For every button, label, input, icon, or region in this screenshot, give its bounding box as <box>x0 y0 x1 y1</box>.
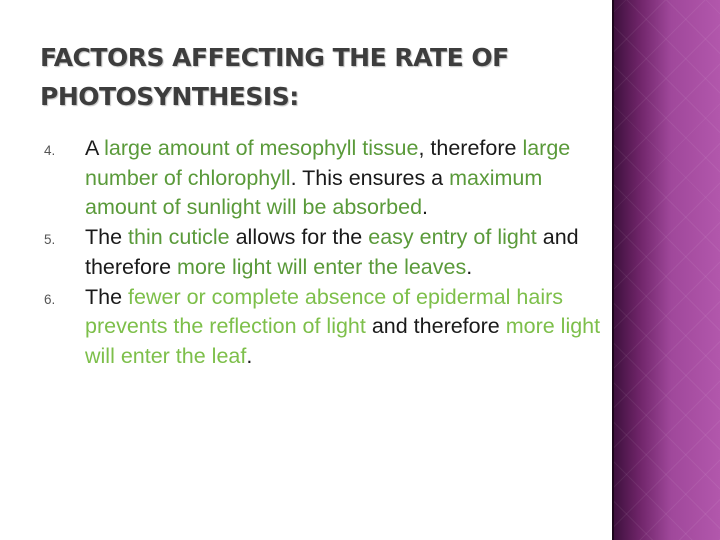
factors-list <box>0 134 620 372</box>
item-text: . <box>422 195 429 220</box>
highlight-text: thin cuticle <box>128 225 230 250</box>
sidebar-edge <box>612 0 614 540</box>
highlight-text: large number of chlorophyll <box>85 136 571 190</box>
item-text: A <box>85 136 105 160</box>
list-item <box>0 223 605 282</box>
list-item-number: 4. <box>44 143 56 158</box>
highlight-text: large amount of mesophyll tissue <box>104 136 419 160</box>
list-item-number: 5. <box>44 232 56 248</box>
highlight-text: maximum amount of sunlight will be absorbed <box>85 165 543 220</box>
slide-title: FACTORS AFFECTING THE RATE OF PHOTOSYNTHESIS: <box>40 43 509 111</box>
highlight-text: fewer or complete absence of epidermal hairs prevents the reflection of light <box>85 284 564 339</box>
item-text: . <box>246 343 253 368</box>
item-text: . <box>466 254 473 279</box>
item-text: and therefore <box>365 314 506 339</box>
item-text: The <box>85 225 129 250</box>
item-text: The <box>85 284 129 309</box>
highlight-text: more light will enter the leaf <box>85 314 601 368</box>
item-text: allows for the <box>229 225 369 250</box>
highlight-text: more light will enter the leaves <box>177 254 467 279</box>
item-text: and therefore <box>85 225 579 279</box>
item-text: , therefore <box>418 136 523 160</box>
list-item <box>0 283 605 372</box>
decorative-sidebar <box>612 0 720 540</box>
list-item <box>0 134 605 223</box>
highlight-text: easy entry of light <box>368 225 537 250</box>
item-text: . This ensures a <box>290 165 450 190</box>
list-item-number: 6. <box>44 291 56 307</box>
